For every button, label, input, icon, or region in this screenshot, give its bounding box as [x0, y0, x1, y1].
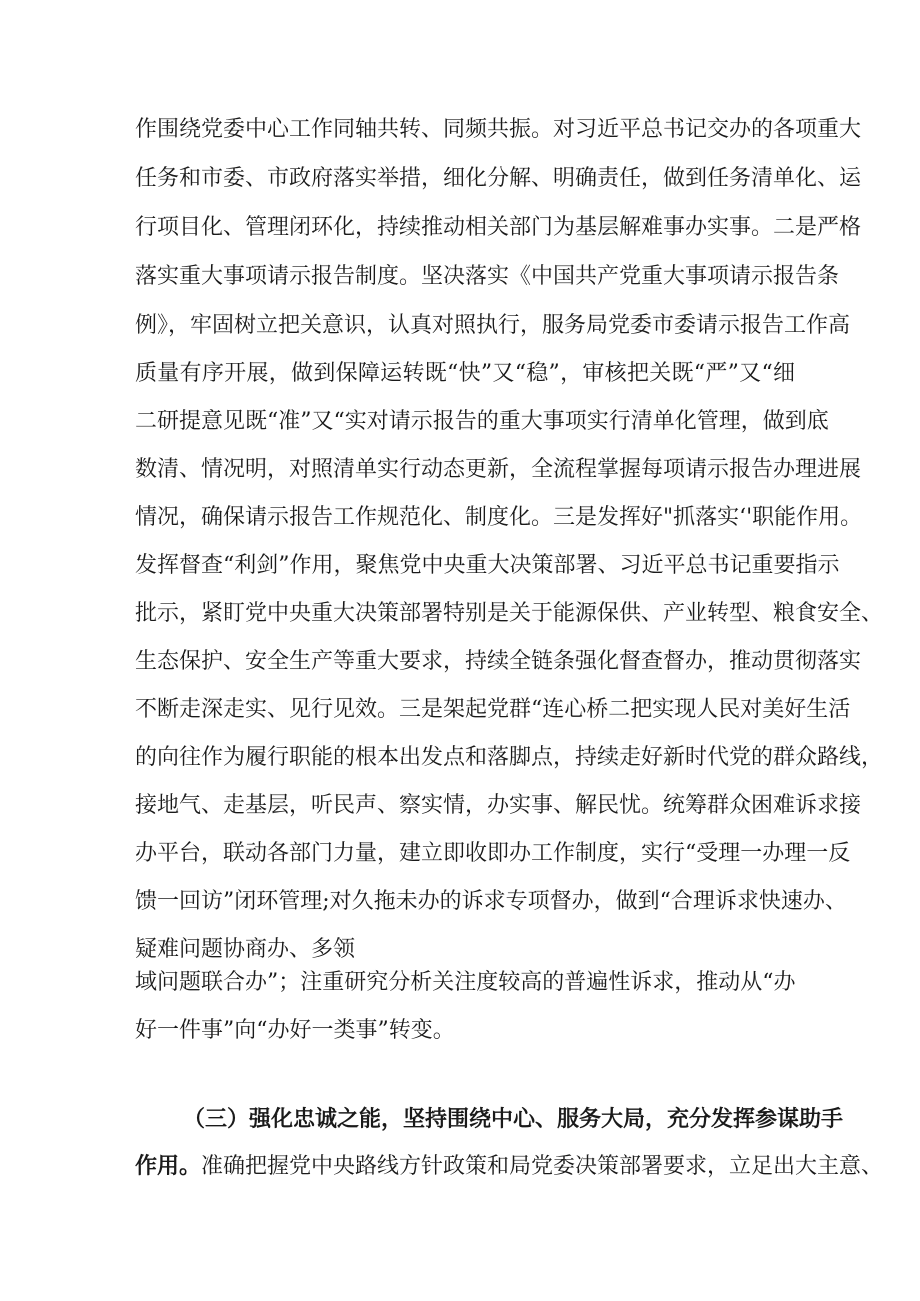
- paragraph-line: 生态保护、安全生产等重大要求，持续全链条强化督查督办，推动贯彻落实: [135, 649, 862, 674]
- section-heading-tail: 作用。: [135, 1153, 202, 1179]
- paragraph-line: 行项目化、管理闭环化，持续推动相关部门为基层解难事办实事。二是严格: [135, 215, 862, 240]
- paragraph-line: 任务和市委、市政府落实举措，细化分解、明确责任，做到任务清单化、运: [135, 166, 862, 191]
- paragraph-line: 质量有序开展，做到保障运转既“快”又“稳”，审核把关既“严”又“细: [135, 361, 795, 386]
- paragraph-line: 二研提意见既“准”又“实对请示报告的重大事项实行清单化管理，做到底: [135, 409, 829, 434]
- paragraph-line: 批示，紧盯党中央重大决策部署特别是关于能源保供、产业转型、粮食安全、: [135, 601, 884, 626]
- paragraph-line: 的向往作为履行职能的根本出发点和落脚点，持续走好新时代党的群众路线，: [135, 745, 884, 770]
- paragraph-line: 域问题联合办”；注重研究分析关注度较高的普遍性诉求，推动从“办: [135, 970, 796, 995]
- paragraph-line: 发挥督查“利剑”作用，聚焦党中央重大决策部署、习近平总书记重要指示: [135, 553, 840, 578]
- paragraph-line: 馈一回访”闭环管理;对久拖未办的诉求专项督办，做到“合理诉求快速办、: [135, 889, 847, 914]
- section-heading-continuation: [135, 1151, 884, 1182]
- section-heading: （三）强化忠诚之能，坚持围绕中心、服务大局，充分发挥参谋助手: [183, 1106, 844, 1132]
- paragraph-line: 情况，确保请示报告工作规范化、制度化。三是发挥好"抓落实‘'职能作用。: [135, 505, 863, 530]
- paragraph-line: 落实重大事项请示报告制度。坚决落实《中国共产党重大事项请示报告条: [135, 264, 840, 289]
- paragraph-line: 例》，牢固树立把关意识，认真对照执行，服务局党委市委请示报告工作高: [135, 313, 851, 338]
- paragraph-line: 疑难问题协商办、多领: [135, 937, 356, 962]
- paragraph-line: 作围绕党委中心工作同轴共转、同频共振。对习近平总书记交办的各项重大: [135, 117, 862, 142]
- paragraph-line: 好一件事”向“办好一类事”转变。: [135, 1018, 455, 1043]
- paragraph-line: 办平台，联动各部门力量，建立即收即办工作制度，实行“受理一办理一反: [135, 841, 851, 866]
- paragraph-line: 接地气、走基层，听民声、察实情，办实事、解民忧。统筹群众困难诉求接: [135, 793, 862, 818]
- paragraph-line: 不断走深走实、见行见效。三是架起党群“连心桥二把实现人民对美好生活: [135, 697, 851, 722]
- paragraph-line: 数清、情况明，对照清单实行动态更新，全流程掌握每项请示报告办理进展: [135, 457, 862, 482]
- section-body-start: 准确把握党中央路线方针政策和局党委决策部署要求，立足出大主意、: [201, 1154, 884, 1179]
